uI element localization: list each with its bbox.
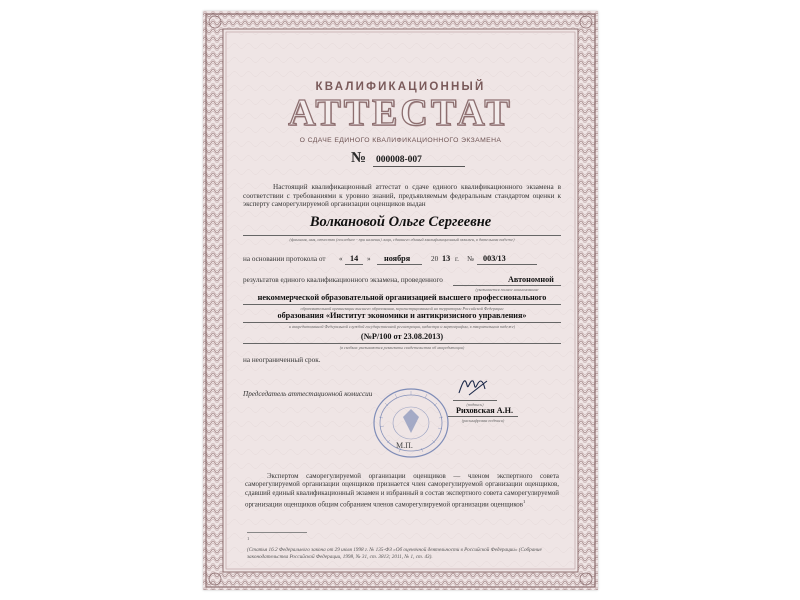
signer-underline [448,416,518,417]
org-caption-1: (указывается полное наименование [475,287,539,292]
org-caption-2: образовательной организации высшего образования, зарегистрированной на территории Российской Федерации [300,306,504,311]
org-underline-2 [243,304,561,305]
protocol-number-underline [477,264,537,265]
footnote-separator [247,532,307,533]
protocol-quote-open: « [339,255,343,263]
term-text: на неограниченный срок. [243,356,321,364]
protocol-month: ноября [384,254,411,263]
number-sign: № [351,150,367,166]
recipient-caption: (фамилия, имя, отчество (последнее - при наличии) лица, сдавшего единый квалификационный экзамен, в дательном падеже) [289,237,515,242]
chair-role: Председатель аттестационной комиссии [243,390,373,398]
org-caption-3: и аккредитованной Федеральной службой государственной регистрации, кадастра и картографии, в творительном падеже) [288,324,516,329]
month-underline [377,264,422,265]
day-underline [345,264,363,265]
org-word-1: Автономной [508,275,554,284]
title-top-word: КВАЛИФИКАЦИОННЫЙ [315,81,486,93]
accreditation-underline [243,343,561,344]
org-line-2: некоммерческой образовательной организацией высшего профессионального [257,293,547,302]
accreditation-caption: (в скобках указываются реквизиты свидетельства об аккредитации) [339,345,465,350]
intro-paragraph: Настоящий квалификационный аттестат о сдаче единого квалификационного экзамена в соответствии с требованиями к уровню знаний, предъявляемым федеральным стандартом оценки к эксперту саморегулируемой организации оценщиков выдан [243,183,561,208]
results-text: результатов единого квалификационного экзамена, проведенного [243,276,443,284]
accreditation: (№Р/100 от 23.08.2013) [360,332,444,341]
name-underline [243,235,561,236]
recipient-name: Волкановой Ольге Сергеевне [309,214,492,230]
expert-note-text: Экспертом саморегулируемой организации оценщиков — членом экспертного совета саморегулируемой организации оценщиков признается член саморегулируемой организации оценщиков, сдавший единый квалификационный экзамен и избранный в состав экспертного совета саморегулируемой организации оценщиков общим собранием членов саморегулируемой организации оценщиков [245,473,559,509]
protocol-num-sign: № [467,255,474,263]
org-line-3: образования «Институт экономики и антикризисного управления» [277,311,527,320]
title-big-word: АТТЕСТАТ [288,92,513,134]
protocol-year: 13 [442,254,451,263]
certificate-number: 000008-007 [376,155,422,165]
signer-name: Риховская А.Н. [456,406,514,415]
protocol-year-prefix: 20 [431,255,439,263]
handwritten-signature [455,371,491,399]
protocol-year-suffix: г. [455,255,459,263]
footnote-ref: 1 [523,498,526,504]
footnote-text: (Статья 16.2 Федерального закона от 29 июля 1998 г. № 135-ФЗ «Об оценочной деятельности в Российской Федерации» (Собрание законодательства Российской Федерации, 1998, № 31, ст. 3813; 2011, № 1, ст. 43). [247,547,542,560]
org-underline-1 [453,285,561,286]
expert-note [245,473,559,509]
mp-label: М.П. [396,441,413,450]
org-underline-3 [243,322,561,323]
sign-caption: (подпись) [466,402,484,407]
certificate-sheet [203,11,598,590]
signer-caption: (расшифровка подписи) [461,418,505,423]
footnote-mark: 1 [247,536,250,541]
number-underline [373,166,465,167]
protocol-quote-close: » [367,255,371,263]
sign-underline [453,400,497,401]
protocol-number: 003/13 [483,254,506,263]
certificate-subtitle: О СДАЧЕ ЕДИНОГО КВАЛИФИКАЦИОННОГО ЭКЗАМЕНА [299,137,502,144]
protocol-prefix: на основании протокола от [243,255,326,263]
protocol-day: 14 [350,254,359,263]
